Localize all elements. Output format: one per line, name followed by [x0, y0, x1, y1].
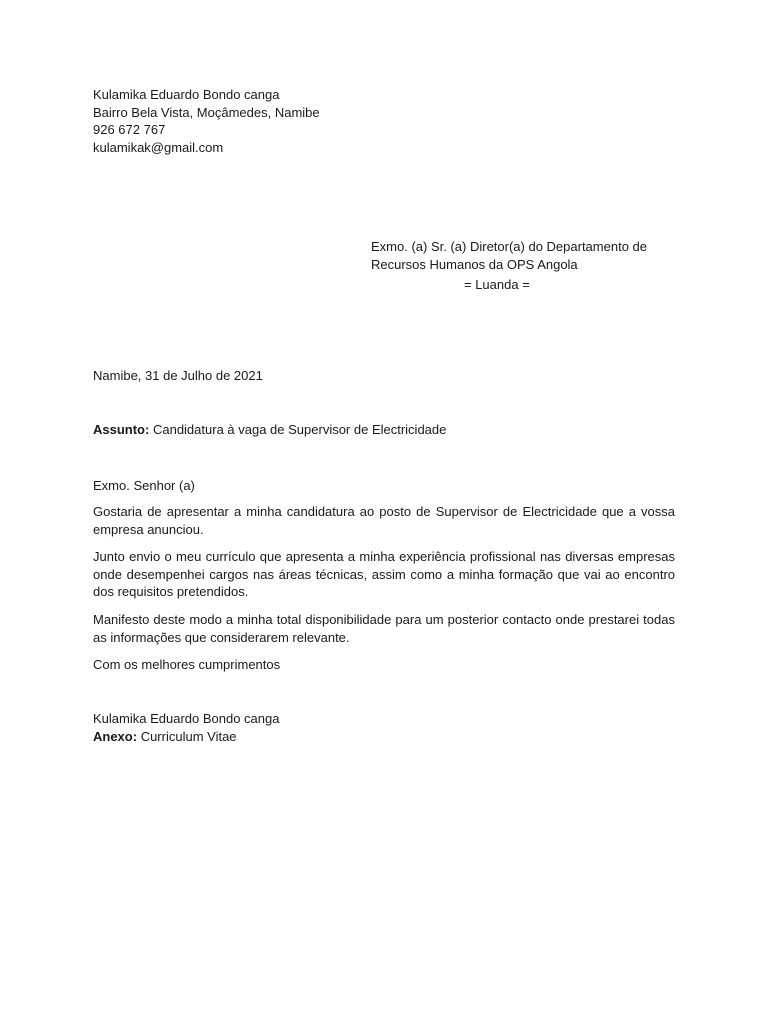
- closing: [93, 656, 675, 674]
- recipient-line-1: Exmo. (a) Sr. (a) Diretor(a) do Departamento de: [371, 239, 647, 254]
- sender-address: Bairro Bela Vista, Moçâmedes, Namibe: [93, 104, 320, 120]
- sender-email: kulamikak@gmail.com: [93, 139, 224, 155]
- salutation-text: Exmo. Senhor (a): [93, 478, 195, 493]
- subject-line: [93, 421, 675, 439]
- body-paragraph-3: Manifesto deste modo a minha total disponibilidade para um posterior contacto onde prestarei todas as informações que considerarem relevante.: [93, 612, 675, 645]
- attachment-line: [93, 728, 675, 746]
- salutation: [93, 477, 675, 495]
- subject-text: Candidatura à vaga de Supervisor de Electricidade: [152, 422, 447, 437]
- subject-content: [93, 421, 675, 439]
- letter-date: [93, 367, 675, 385]
- date-text: Namibe, 31 de Julho de 2021: [93, 368, 263, 383]
- subject-label: Assunto:: [93, 422, 150, 437]
- signature-block: [93, 710, 675, 745]
- body-paragraph-2: Junto envio o meu currículo que apresenta a minha experiência profissional nas diversas empresas onde desempenhei cargos nas áreas técnicas, assim como a minha formação que vai ao encontro dos requisitos pretendidos.: [93, 549, 675, 599]
- recipient-block: [371, 238, 671, 294]
- recipient-city: = Luanda =: [464, 277, 530, 292]
- attachment-text: Curriculum Vitae: [140, 728, 237, 744]
- body-paragraph-1: Gostaria de apresentar a minha candidatura ao posto de Supervisor de Electricidade que a vossa empresa anunciou.: [93, 504, 675, 537]
- sender-name: Kulamika Eduardo Bondo canga: [93, 87, 280, 102]
- sender-block: [93, 86, 675, 156]
- attachment-label: Anexo:: [93, 728, 138, 744]
- closing-text: Com os melhores cumprimentos: [93, 657, 281, 672]
- recipient-line-2: Recursos Humanos da OPS Angola: [371, 256, 578, 272]
- sender-phone: 926 672 767: [93, 122, 166, 137]
- signature-name: Kulamika Eduardo Bondo canga: [93, 711, 280, 726]
